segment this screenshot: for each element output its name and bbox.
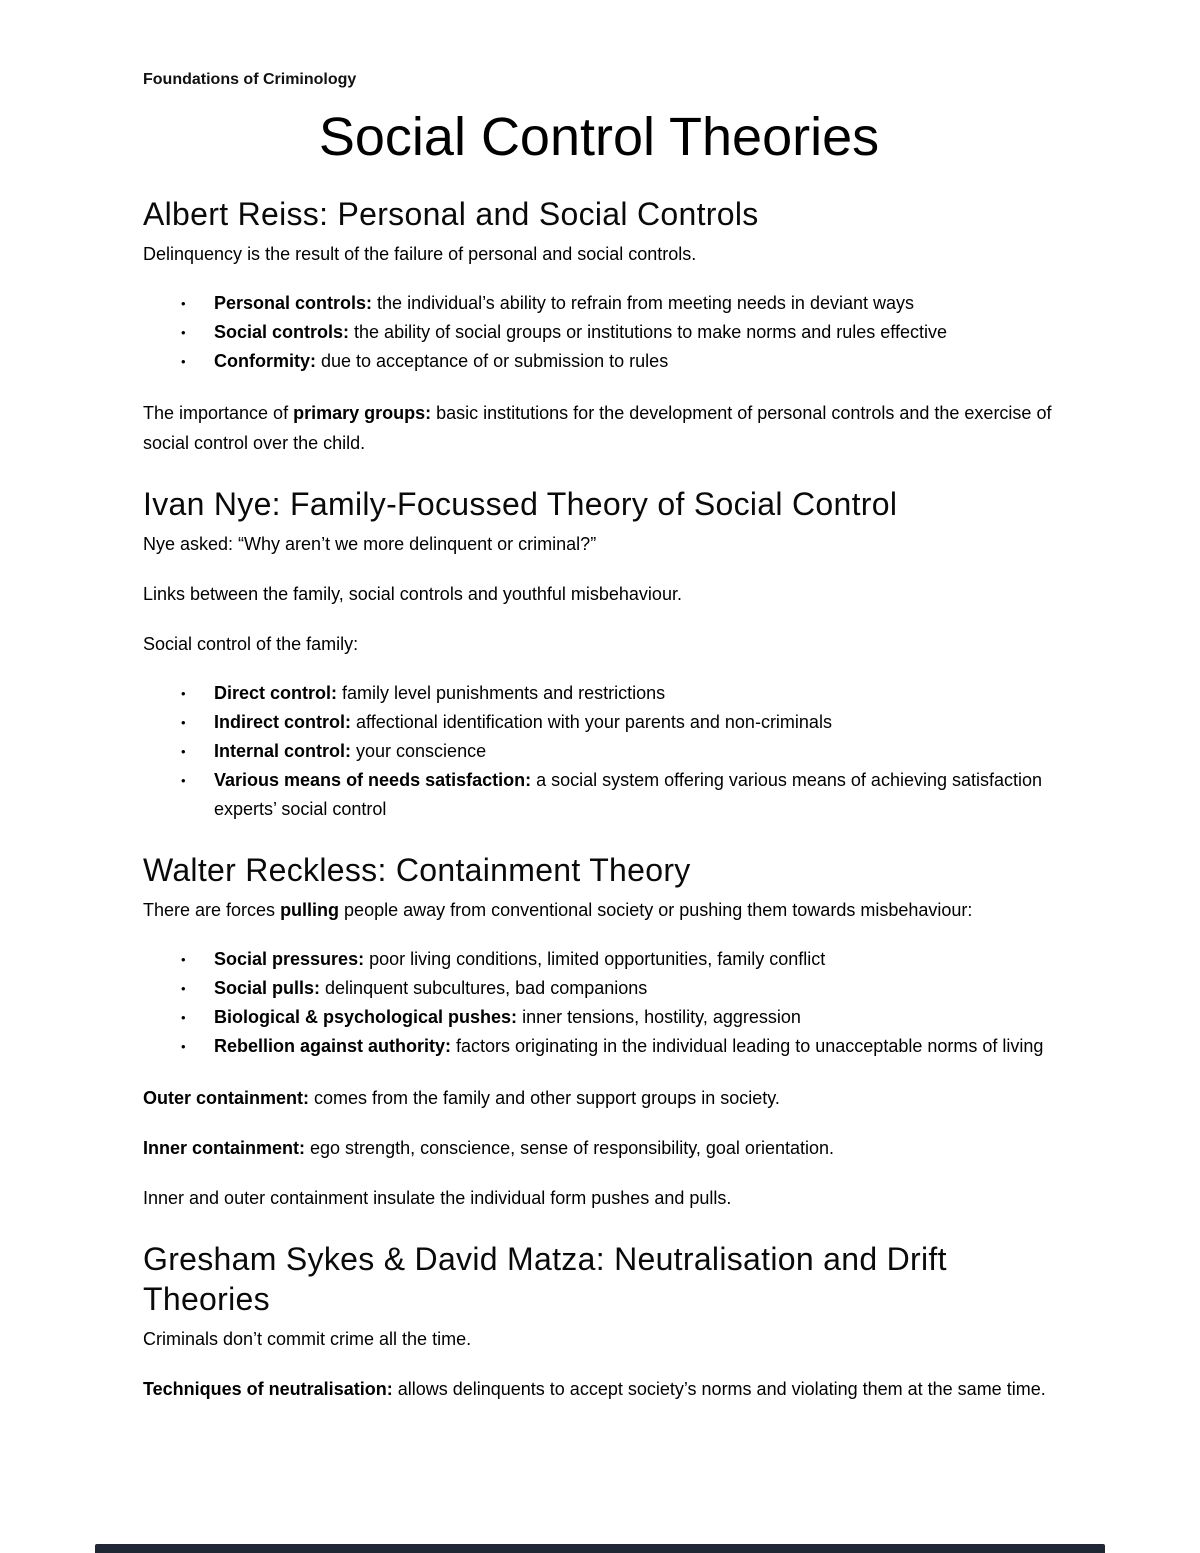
list-item-text bbox=[214, 679, 1055, 708]
text-run: your conscience bbox=[351, 741, 487, 761]
bold-text-run: Social pressures: bbox=[214, 949, 365, 969]
list-item-text bbox=[214, 1032, 1055, 1061]
text-run: comes from the family and other support groups in society. bbox=[309, 1088, 780, 1108]
list-item-text bbox=[214, 945, 1055, 974]
paragraph bbox=[143, 1324, 1055, 1354]
paragraph bbox=[143, 895, 1055, 925]
list-item-text bbox=[214, 737, 1055, 766]
document-body bbox=[143, 194, 1055, 1404]
section-heading: Gresham Sykes & David Matza: Neutralisation and Drift Theories bbox=[143, 1241, 947, 1317]
list-item-text bbox=[214, 347, 1055, 376]
paragraph bbox=[143, 239, 1055, 269]
bullet-icon: • bbox=[181, 952, 186, 967]
bold-text-run: Outer containment: bbox=[143, 1088, 310, 1108]
bullet-icon: • bbox=[181, 981, 186, 996]
bullet-list bbox=[143, 289, 1055, 376]
bold-text-run: primary groups: bbox=[293, 403, 432, 423]
bullet-icon: • bbox=[181, 354, 186, 369]
list-item bbox=[143, 679, 1055, 708]
bullet-icon: • bbox=[181, 773, 186, 788]
text-run: the individual’s ability to refrain from meeting needs in deviant ways bbox=[372, 293, 914, 313]
paragraph bbox=[143, 1083, 1055, 1113]
text-run: Links between the family, social controls and youthful misbehaviour. bbox=[143, 584, 682, 604]
bold-text-run: Conformity: bbox=[214, 351, 316, 371]
bullet-icon: • bbox=[181, 1039, 186, 1054]
text-run: family level punishments and restrictions bbox=[337, 683, 666, 703]
paragraph bbox=[143, 1183, 1055, 1213]
bold-text-run: Indirect control: bbox=[214, 712, 352, 732]
bold-text-run: Social pulls: bbox=[214, 978, 321, 998]
paragraph bbox=[143, 629, 1055, 659]
text-run: due to acceptance of or submission to rules bbox=[316, 351, 669, 371]
list-item-text bbox=[214, 1003, 1055, 1032]
bullet-icon: • bbox=[181, 1010, 186, 1025]
text-run: the ability of social groups or institutions to make norms and rules effective bbox=[349, 322, 947, 342]
text-run: There are forces bbox=[143, 900, 281, 920]
text-run: inner tensions, hostility, aggression bbox=[517, 1007, 801, 1027]
list-item-text bbox=[214, 708, 1055, 737]
list-item bbox=[143, 1032, 1055, 1061]
section-heading: Walter Reckless: Containment Theory bbox=[143, 852, 691, 888]
text-run: delinquent subcultures, bad companions bbox=[320, 978, 648, 998]
bullet-icon: • bbox=[181, 744, 186, 759]
list-item bbox=[143, 974, 1055, 1003]
bold-text-run: pulling bbox=[280, 900, 340, 920]
paragraph bbox=[143, 529, 1055, 559]
text-run: ego strength, conscience, sense of responsibility, goal orientation. bbox=[305, 1138, 834, 1158]
section-heading: Ivan Nye: Family-Focussed Theory of Social Control bbox=[143, 486, 898, 522]
list-item bbox=[143, 737, 1055, 766]
list-item bbox=[143, 289, 1055, 318]
list-item bbox=[143, 1003, 1055, 1032]
text-run: affectional identification with your parents and non-criminals bbox=[351, 712, 832, 732]
bold-text-run: Various means of needs satisfaction: bbox=[214, 770, 532, 790]
page-title: Social Control Theories bbox=[318, 107, 880, 167]
bullet-icon: • bbox=[181, 686, 186, 701]
bullet-icon: • bbox=[181, 296, 186, 311]
bold-text-run: Rebellion against authority: bbox=[214, 1036, 452, 1056]
section-heading: Albert Reiss: Personal and Social Controls bbox=[143, 196, 759, 232]
section-4 bbox=[143, 1239, 1055, 1404]
bold-text-run: Biological & psychological pushes: bbox=[214, 1007, 518, 1027]
section-2 bbox=[143, 484, 1055, 824]
text-run: poor living conditions, limited opportunities, family conflict bbox=[364, 949, 826, 969]
page-bottom-bar bbox=[95, 1544, 1105, 1553]
text-run: allows delinquents to accept society’s norms and violating them at the same time. bbox=[392, 1379, 1046, 1399]
paragraph bbox=[143, 1374, 1055, 1404]
bold-text-run: Inner containment: bbox=[143, 1138, 306, 1158]
bold-text-run: Personal controls: bbox=[214, 293, 373, 313]
section-3 bbox=[143, 850, 1055, 1213]
text-run: Criminals don’t commit crime all the time. bbox=[143, 1329, 472, 1349]
list-item bbox=[143, 347, 1055, 376]
bullet-icon: • bbox=[181, 715, 186, 730]
text-run: Nye asked: “Why aren’t we more delinquent or criminal?” bbox=[143, 534, 597, 554]
list-item-text bbox=[214, 289, 1055, 318]
text-run: people away from conventional society or pushing them towards misbehaviour: bbox=[339, 900, 973, 920]
paragraph bbox=[143, 579, 1055, 609]
text-run: factors originating in the individual leading to unacceptable norms of living bbox=[451, 1036, 1044, 1056]
list-item bbox=[143, 766, 1055, 824]
text-run: The importance of bbox=[143, 403, 294, 423]
text-run: Inner and outer containment insulate the individual form pushes and pulls. bbox=[143, 1188, 732, 1208]
bullet-list bbox=[143, 679, 1055, 824]
text-run: Delinquency is the result of the failure of personal and social controls. bbox=[143, 244, 697, 264]
list-item bbox=[143, 318, 1055, 347]
section-1 bbox=[143, 194, 1055, 458]
course-header: Foundations of Criminology bbox=[143, 71, 357, 88]
paragraph bbox=[143, 1133, 1055, 1163]
text-run: a social system offering various means of achieving satisfaction experts’ social control bbox=[214, 770, 1043, 819]
bold-text-run: Techniques of neutralisation: bbox=[143, 1379, 393, 1399]
bullet-icon: • bbox=[181, 325, 186, 340]
list-item-text bbox=[214, 318, 1055, 347]
bold-text-run: Internal control: bbox=[214, 741, 352, 761]
bullet-list bbox=[143, 945, 1055, 1061]
bold-text-run: Social controls: bbox=[214, 322, 350, 342]
text-run: Social control of the family: bbox=[143, 634, 359, 654]
bold-text-run: Direct control: bbox=[214, 683, 338, 703]
list-item-text bbox=[214, 974, 1055, 1003]
paragraph bbox=[143, 398, 1055, 458]
list-item-text bbox=[214, 766, 1055, 824]
list-item bbox=[143, 945, 1055, 974]
list-item bbox=[143, 708, 1055, 737]
text-run: basic institutions for the development of personal controls and the exercise of social control over the child. bbox=[143, 403, 1052, 453]
